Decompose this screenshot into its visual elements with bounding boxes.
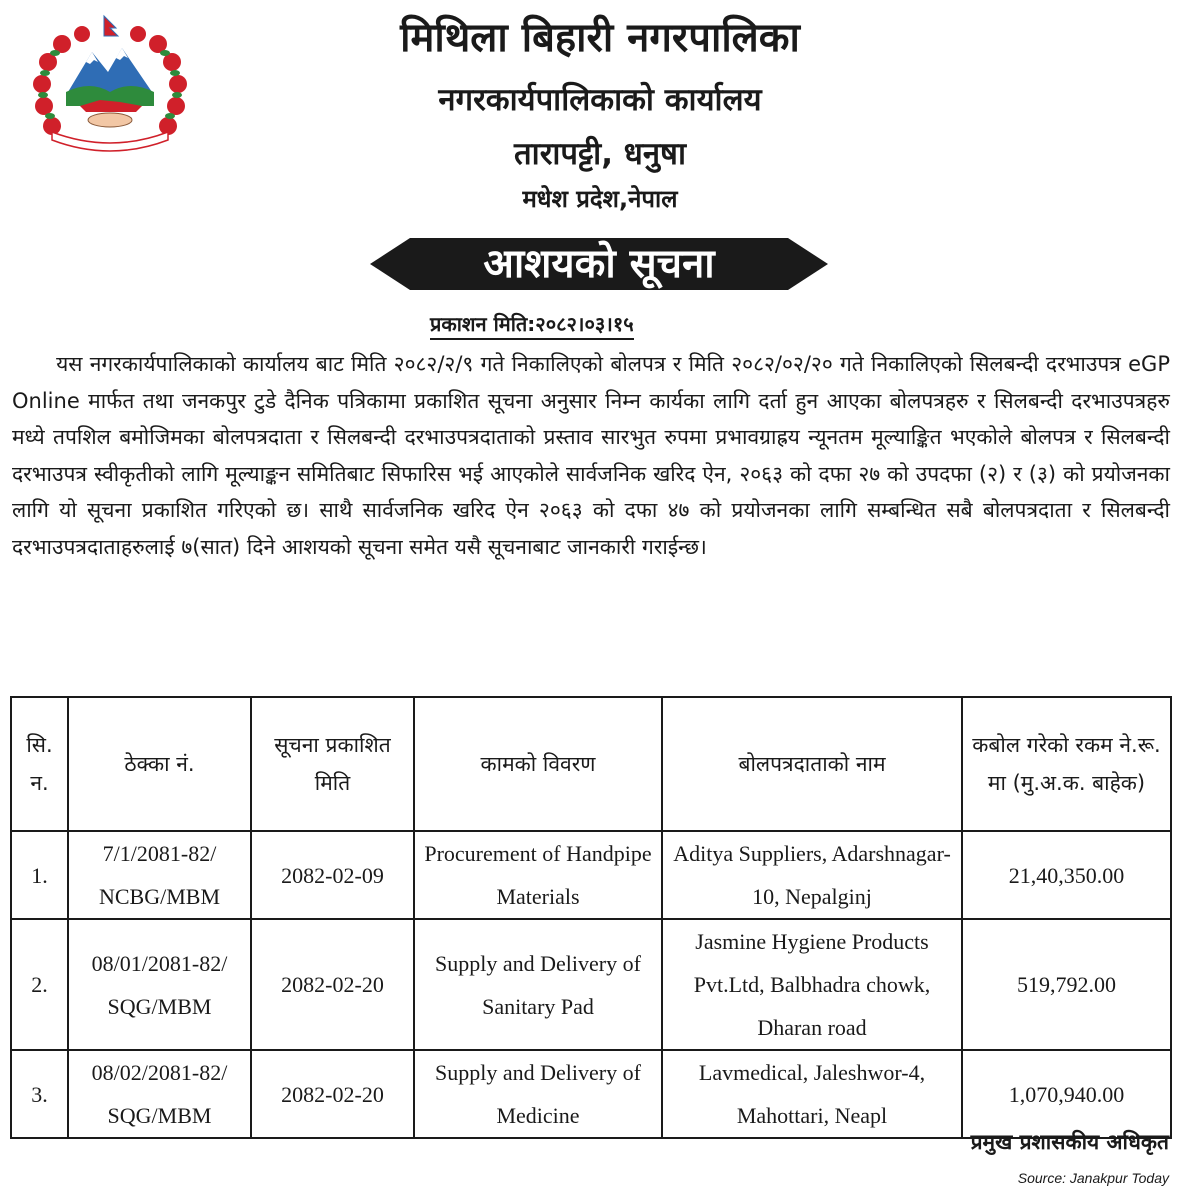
cell-bid-amount: 21,40,350.00 xyxy=(962,831,1171,919)
table-row xyxy=(11,919,1171,1050)
cell-bid-amount: 519,792.00 xyxy=(962,919,1171,1050)
cell-work-description: Supply and Delivery of Sanitary Pad xyxy=(414,919,662,1050)
office-address: तारापट्टी, धनुषा xyxy=(514,136,686,172)
table-row xyxy=(11,1050,1171,1138)
notice-paragraph: यस नगरकार्यपालिकाको कार्यालय बाट मिति २०८२/२/९ गते निकालिएको बोलपत्र र मिति २०८२/०२/२० गते निकालिएको सिलबन्दी दरभाउपत्र eGP Online मार्फत तथा जनकपुर टुडे दैनिक पत्रिकामा प्रकाशित सूचना अनुसार निम्न कार्यका लागि दर्ता हुन आएका बोलपत्रहरु र सिलबन्दी दरभाउपत्रहरु मध्ये तपशिल बमोजिमका बोलपत्रदाता र सिलबन्दी दरभाउपत्रदाताको प्रस्ताव सारभुत रुपमा प्रभावग्राह्रय न्यूनतम मूल्याङ्कित भएकोले बोलपत्र र सिलबन्दी दरभाउपत्र स्वीकृतीको लागि मूल्याङ्कन समितिबाट सिफारिस भई आएकोले सार्वजनिक खरिद ऐन, २०६३ को दफा २७ को उपदफा (२) र (३) को प्रयोजनका लागि यो सूचना प्रकाशित गरिएको छ। साथै सार्वजनिक खरिद ऐन २०६३ को दफा ४७ को प्रयोजनका लागि सम्बन्धित सबै बोलपत्रदाता र सिलबन्दी दरभाउपत्रदाताहरुलाई ७(सात) दिने आशयको सूचना समेत यसै सूचनाबाट जानकारी गराईन्छ। xyxy=(12,352,1170,559)
award-table xyxy=(10,696,1172,1139)
notice-heading: आशयको सूचना xyxy=(483,241,715,287)
cell-contract-number: 08/01/2081-82/ SQG/MBM xyxy=(68,919,251,1050)
nepal-government-emblem-icon xyxy=(30,14,190,154)
table-header-row xyxy=(11,697,1171,831)
header-serial-number: सि. न. xyxy=(11,697,68,831)
source-credit: Source: Janakpur Today xyxy=(1017,1170,1169,1186)
signatory-title: प्रमुख प्रशासकीय अधिकृत xyxy=(970,1130,1169,1154)
cell-notice-date: 2082-02-20 xyxy=(251,1050,414,1138)
publication-date: प्रकाशन मिति:२०८२।०३।१५ xyxy=(430,311,634,340)
cell-serial-number: 2. xyxy=(11,919,68,1050)
cell-serial-number: 1. xyxy=(11,831,68,919)
cell-contract-number: 7/1/2081-82/ NCBG/MBM xyxy=(68,831,251,919)
notice-banner xyxy=(370,232,828,296)
province-name: मधेश प्रदेश,नेपाल xyxy=(522,185,678,213)
cell-notice-date: 2082-02-09 xyxy=(251,831,414,919)
table-row xyxy=(11,831,1171,919)
cell-work-description: Procurement of Handpipe Materials xyxy=(414,831,662,919)
cell-bid-amount: 1,070,940.00 xyxy=(962,1050,1171,1138)
header-bid-amount: कबोल गरेको रकम ने.रू. मा (मु.अ.क. बाहेक) xyxy=(962,697,1171,831)
header-contract-number: ठेक्का नं. xyxy=(68,697,251,831)
municipality-title: मिथिला बिहारी नगरपालिका xyxy=(400,15,800,61)
cell-bidder-name: Aditya Suppliers, Adarshnagar-10, Nepalginj xyxy=(662,831,962,919)
cell-contract-number: 08/02/2081-82/ SQG/MBM xyxy=(68,1050,251,1138)
cell-bidder-name: Lavmedical, Jaleshwor-4, Mahottari, Neapl xyxy=(662,1050,962,1138)
cell-bidder-name: Jasmine Hygiene Products Pvt.Ltd, Balbhadra chowk, Dharan road xyxy=(662,919,962,1050)
cell-work-description: Supply and Delivery of Medicine xyxy=(414,1050,662,1138)
cell-notice-date: 2082-02-20 xyxy=(251,919,414,1050)
header-work-description: कामको विवरण xyxy=(414,697,662,831)
header-bidder-name: बोलपत्रदाताको नाम xyxy=(662,697,962,831)
office-name: नगरकार्यपालिकाको कार्यालय xyxy=(438,82,762,118)
header-notice-date: सूचना प्रकाशित मिति xyxy=(251,697,414,831)
cell-serial-number: 3. xyxy=(11,1050,68,1138)
